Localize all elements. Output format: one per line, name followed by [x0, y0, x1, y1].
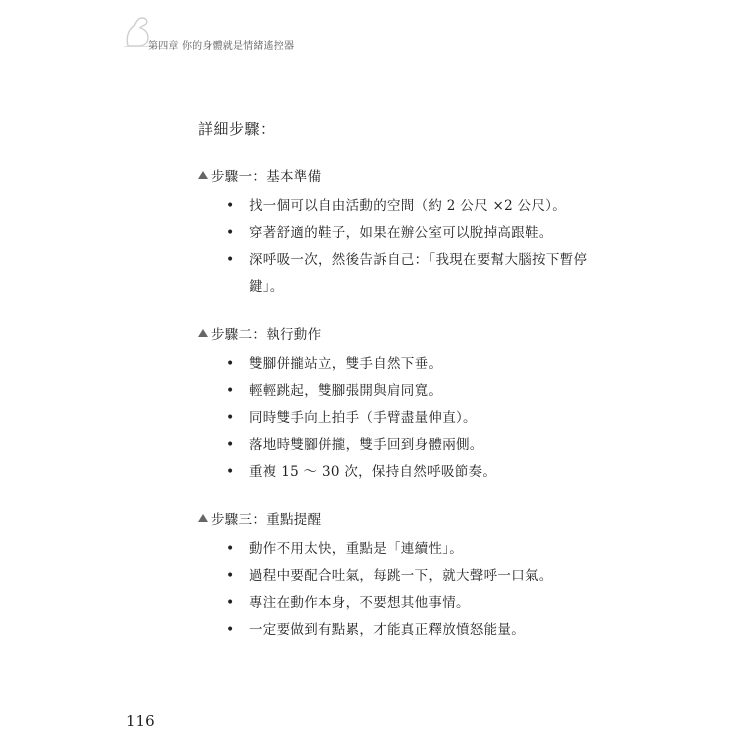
- step-2-heading: [198, 323, 598, 343]
- triangle-icon: [198, 329, 208, 337]
- bullet-icon: •: [226, 464, 235, 480]
- bullet-icon: •: [226, 568, 235, 584]
- list-item: [198, 220, 598, 247]
- bullet-icon: •: [226, 437, 235, 453]
- step-3: [198, 508, 598, 644]
- list-item-text: 落地時雙腳併攏，雙手回到身體兩側。: [249, 437, 484, 453]
- bullet-icon: •: [226, 383, 235, 399]
- bullet-icon: •: [226, 541, 235, 557]
- list-item-text: 同時雙手向上拍手（手臂盡量伸直）。: [249, 410, 477, 426]
- list-item: [198, 247, 598, 301]
- step-3-heading-text: 步驟三：重點提醒: [211, 512, 322, 528]
- list-item-text: 一定要做到有點累，才能真正釋放憤怒能量。: [249, 622, 525, 638]
- list-item-text: 穿著舒適的鞋子，如果在辦公室可以脫掉高跟鞋。: [249, 225, 553, 241]
- step-1: [198, 165, 598, 301]
- list-item-text: 重複 15 ～ 30 次，保持自然呼吸節奏。: [249, 464, 497, 480]
- step-1-list: [198, 193, 598, 301]
- page-number: 116: [126, 712, 155, 730]
- list-item-text: 專注在動作本身，不要想其他事情。: [249, 595, 470, 611]
- list-item: [198, 351, 598, 378]
- bullet-icon: •: [226, 252, 235, 268]
- bullet-icon: •: [226, 356, 235, 372]
- list-item: [198, 378, 598, 405]
- step-1-heading-text: 步驟一：基本準備: [211, 169, 322, 185]
- triangle-icon: [198, 171, 208, 179]
- triangle-icon: [198, 514, 208, 522]
- list-item: [198, 563, 598, 590]
- step-1-heading: [198, 165, 598, 185]
- list-item: [198, 617, 598, 644]
- list-item-text: 雙腳併攏站立，雙手自然下垂。: [249, 356, 443, 372]
- list-item: [198, 590, 598, 617]
- list-item-text: 輕輕跳起，雙腳張開與肩同寬。: [249, 383, 443, 399]
- bullet-icon: •: [226, 225, 235, 241]
- list-item-text: 過程中要配合吐氣，每跳一下，就大聲呼一口氣。: [249, 568, 553, 584]
- list-item: [198, 459, 598, 486]
- running-head: [122, 12, 322, 52]
- running-head-text: 第四章 你的身體就是情緒遙控器: [148, 41, 295, 52]
- list-item: [198, 193, 598, 220]
- list-item: [198, 405, 598, 432]
- step-2: [198, 323, 598, 486]
- section-title: 詳細步驟：: [198, 120, 276, 138]
- bullet-icon: •: [226, 622, 235, 638]
- step-3-heading: [198, 508, 598, 528]
- list-item-text: 找一個可以自由活動的空間（約 2 公尺 ×2 公尺）。: [249, 198, 567, 214]
- list-item: [198, 432, 598, 459]
- list-item: [198, 536, 598, 563]
- list-item-text: 深呼吸一次，然後告訴自己：「我現在要幫大腦按下暫停鍵」。: [249, 252, 588, 295]
- bullet-icon: •: [226, 410, 235, 426]
- step-2-list: [198, 351, 598, 486]
- main-content: [198, 118, 598, 666]
- list-item-text: 動作不用太快，重點是「連續性」。: [249, 541, 464, 557]
- step-2-heading-text: 步驟二：執行動作: [211, 327, 322, 343]
- step-3-list: [198, 536, 598, 644]
- bullet-icon: •: [226, 595, 235, 611]
- bullet-icon: •: [226, 198, 235, 214]
